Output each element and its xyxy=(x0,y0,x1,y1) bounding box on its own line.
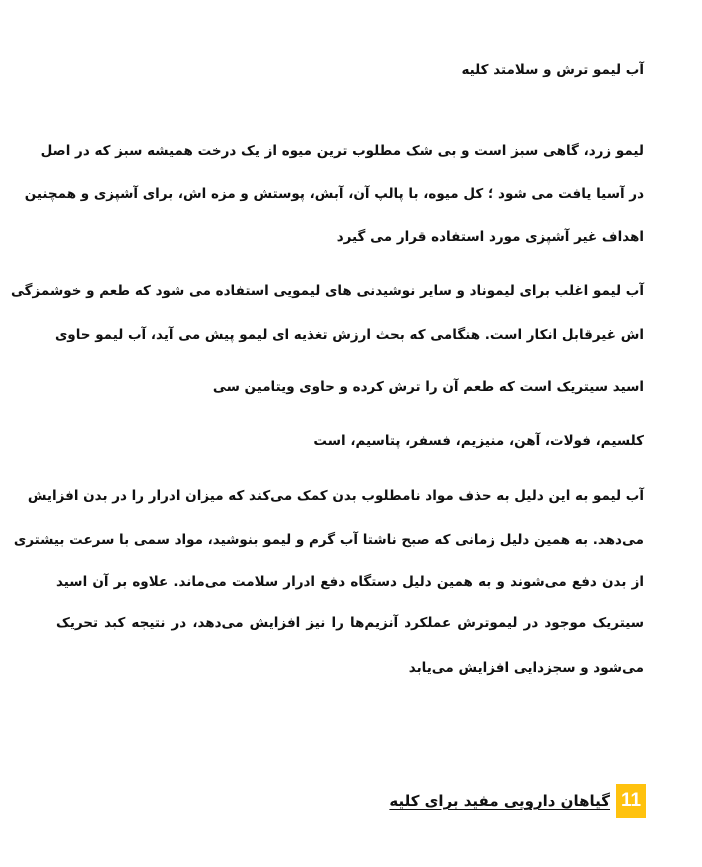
paragraph-3-line-5: می‌شود و سجزدایی افزایش می‌یابد xyxy=(408,660,644,676)
paragraph-1-line-2: در آسیا یافت می شود ؛ کل میوه، با پالپ آن، آبش، پوستش و مزه اش، برای آشپزی و همچنین xyxy=(24,186,644,202)
paragraph-2-line-1: آب لیمو اغلب برای لیموناد و سایر نوشیدنی های لیمویی استفاده می شود که طعم و خوشمزگی xyxy=(11,283,644,299)
footer-section-title: گیاهان دارویی مفید برای کلیه xyxy=(389,792,610,810)
page-number-badge: 11 xyxy=(616,784,646,818)
paragraph-3-line-3: از بدن دفع می‌شوند و به همین دلیل دستگاه دفع ادرار سلامت می‌ماند. علاوه بر آن اسید xyxy=(56,574,644,590)
paragraph-2-line-2: اش غیرقابل انکار است. هنگامی که بحث ارزش تغذیه ای لیمو پیش می آید، آب لیمو حاوی xyxy=(54,327,644,343)
paragraph-1-line-3: اهداف غیر آشپزی مورد استفاده قرار می گیرد xyxy=(336,229,644,245)
paragraph-3-line-4: سیتریک موجود در لیموترش عملکرد آنزیم‌ها را نیز افزایش می‌دهد، در نتیجه کبد تحریک xyxy=(56,615,644,631)
document-title: آب لیمو ترش و سلامتد کلیه xyxy=(461,62,644,78)
paragraph-3-line-2: می‌دهد. به همین دلیل زمانی که صبح ناشتا آب گرم و لیمو بنوشید، مواد سمی با سرعت بیشتری xyxy=(13,532,644,548)
paragraph-2-line-3: اسید سیتریک است که طعم آن را ترش کرده و حاوی ویتامین سی xyxy=(212,379,644,395)
page-footer xyxy=(389,784,646,818)
paragraph-2-line-4: کلسیم، فولات، آهن، منیزیم، فسفر، پتاسیم، است xyxy=(313,433,644,449)
paragraph-3-line-1: آب لیمو به این دلیل به حذف مواد نامطلوب بدن کمک می‌کند که میزان ادرار را در بدن افزایش xyxy=(27,488,644,504)
paragraph-1-line-1: لیمو زرد، گاهی سبز است و بی شک مطلوب ترین میوه از یک درخت همیشه سبز که در اصل xyxy=(40,143,644,159)
